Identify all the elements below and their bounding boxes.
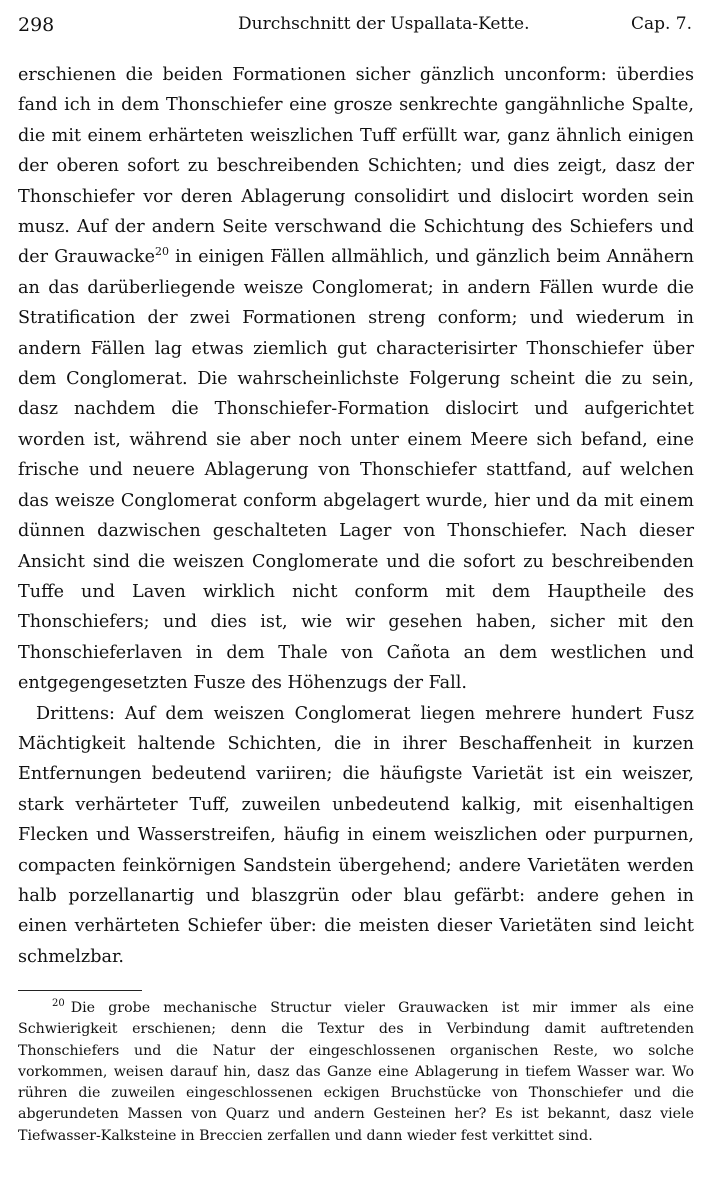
paragraph-text-continued: in einigen Fällen allmählich, und gänzlich beim Annähern an das darüberliegende weisze Conglomerat; in andern Fällen wurde die Stratification der zwei Formationen streng conform; und wiederum in andern Fällen lag etwas ziemlich gut characterisirter Thonschiefer über dem Conglomerat. Die wahrscheinlichste Folgerung scheint die zu sein, dasz nachdem die Thonschiefer-Formation dislocirt und aufgerichtet worden ist, während sie aber noch unter einem Meere sich befand, eine frische und neuere Ablagerung von Thonschiefer stattfand, auf welchen das weisze Conglomerat conform abgelagert wurde, hier und da mit einem dünnen dazwischen geschalteten Lager von Thonschiefer. Nach dieser Ansicht sind die weiszen Conglomerate und die sofort zu beschreibenden Tuffe und Laven wirklich nicht conform mit dem Hauptheile des Thonschiefers; und dies ist, wie wir gesehen haben, sicher mit den Thonschieferlaven in dem Thale von Cañota an dem westlichen und entgegengesetzten Fusze des Höhenzugs der Fall. <box>18 247 694 694</box>
paragraph: Drittens: Auf dem weiszen Conglomerat liegen mehrere hundert Fusz Mächtigkeit haltende Schichten, die in ihrer Beschaffenheit in kurzen Entfernungen bedeutend variiren; die häufigste Varietät ist ein weiszer, stark verhärteter Tuff, zuweilen unbedeutend kalkig, mit eisenhaltigen Flecken und Wasserstreifen, häufig in einem weiszlichen oder purpurnen, compacten feinkörnigen Sandstein übergehend; andere Varietäten werden halb porzellanartig und blaszgrün oder blau gefärbt: andere gehen in einen verhärteten Schiefer über: die meisten dieser Varietäten sind leicht schmelzbar. <box>18 703 694 967</box>
footnote-text: Die grobe mechanische Structur vieler Grauwacken ist mir immer als eine Schwierigkeit erschienen; denn die Textur des in Verbindung damit auftretenden Thonschiefers und die Natur der eingeschlossenen organischen Reste, wo solche vorkommen, weisen darauf hin, dasz das Ganze eine Ablagerung in tiefem Wasser war. Wo rühren die zuweilen eingeschlossenen eckigen Bruchstücke von Thonschiefer und die abgerundeten Massen von Quarz und andern Gesteinen her? Es ist bekannt, dasz viele Tiefwasser-Kalksteine in Breccien zerfallen und dann wieder fest verkittet sind. <box>18 1000 694 1144</box>
paragraph-text: erschienen die beiden Formationen sicher gänzlich unconform: überdies fand ich in dem Thonschiefer eine grosze senkrechte gangähnliche Spalte, die mit einem erhärteten weiszlichen Tuff erfüllt war, ganz ähnlich einigen der oberen sofort zu beschreibenden Schichten; und dies zeigt, dasz der Thonschiefer vor deren Ablagerung consolidirt und dislocirt worden sein musz. Auf der andern Seite verschwand die Schichtung des Schiefers und der Grauwacke <box>18 65 694 268</box>
footnote-marker: 20 <box>52 998 65 1010</box>
footnote-paragraph <box>18 998 694 1147</box>
paragraph <box>18 60 694 699</box>
footnote-reference[interactable]: 20 <box>155 245 169 259</box>
page-number: 298 <box>18 14 55 36</box>
footnote-divider <box>18 990 142 991</box>
body-text <box>18 60 694 972</box>
running-title: Durchschnitt der Uspallata-Kette. <box>238 14 530 34</box>
footnote <box>18 998 694 1147</box>
chapter-label: Cap. 7. <box>630 14 692 34</box>
running-header <box>18 14 692 40</box>
